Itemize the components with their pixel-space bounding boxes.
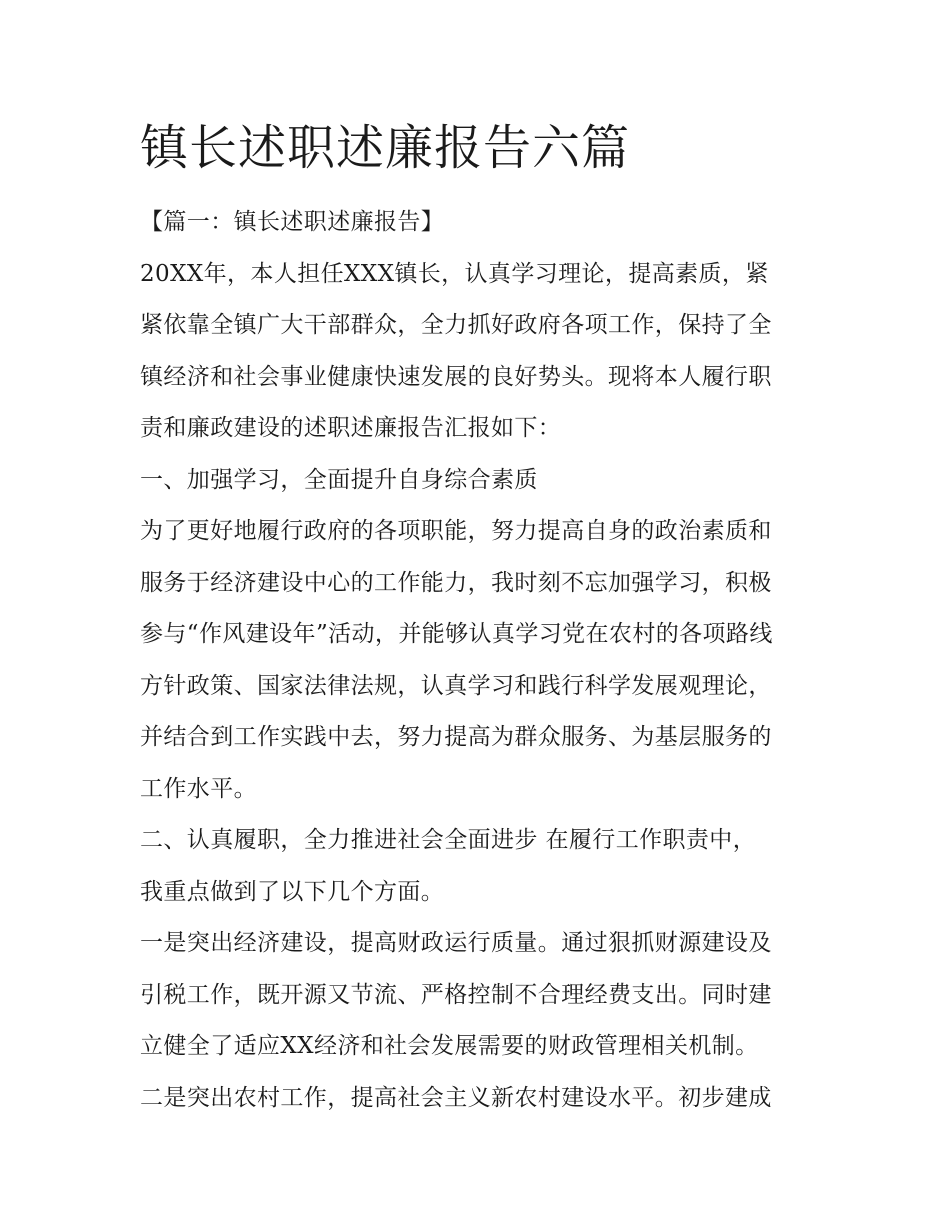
paragraph-line: 引税工作，既开源又节流、严格控制不合理经费支出。同时建 xyxy=(140,981,772,1008)
paragraph-line: 一是突出经济建设，提高财政运行质量。通过狠抓财源建设及 xyxy=(140,930,772,956)
paragraph-line: 我重点做到了以下几个方面。 xyxy=(140,878,445,905)
paragraph-line: 紧依靠全镇广大干部群众，全力抓好政府各项工作，保持了全 xyxy=(140,312,772,338)
paragraph-line: 立健全了适应XX经济和社会发展需要的财政管理相关机制。 xyxy=(140,1033,759,1059)
paragraph-line: 工作水平。 xyxy=(140,775,257,802)
document-body xyxy=(140,197,820,1124)
paragraph-line: 镇经济和社会事业健康快速发展的良好势头。现将本人履行职 xyxy=(140,363,772,390)
paragraph-line: 二是突出农村工作，提高社会主义新农村建设水平。初步建成 xyxy=(140,1084,772,1111)
paragraph-line: 并结合到工作实践中去，努力提高为群众服务、为基层服务的 xyxy=(140,724,772,750)
paragraph-line: 20XX年，本人担任XXX镇长，认真学习理论，提高素质，紧 xyxy=(140,260,769,287)
subsection-heading: 一、加强学习，全面提升自身综合素质 xyxy=(140,466,538,493)
document-title: 镇长述职述廉报告六篇 xyxy=(140,120,631,176)
paragraph-line: 方针政策、国家法律法规，认真学习和践行科学发展观理论， xyxy=(140,672,772,699)
subsection-heading: 二、认真履职，全力推进社会全面进步 在履行工作职责中， xyxy=(140,827,757,853)
paragraph-line: 责和廉政建设的述职述廉报告汇报如下： xyxy=(140,415,562,441)
paragraph-line: 为了更好地履行政府的各项职能，努力提高自身的政治素质和 xyxy=(140,518,772,544)
section-heading: 【篇一：镇长述职述廉报告】 xyxy=(140,209,445,235)
paragraph-line: 服务于经济建设中心的工作能力，我时刻不忘加强学习，积极 xyxy=(140,569,772,596)
paragraph-line: 参与“作风建设年”活动，并能够认真学习党在农村的各项路线 xyxy=(140,621,773,647)
